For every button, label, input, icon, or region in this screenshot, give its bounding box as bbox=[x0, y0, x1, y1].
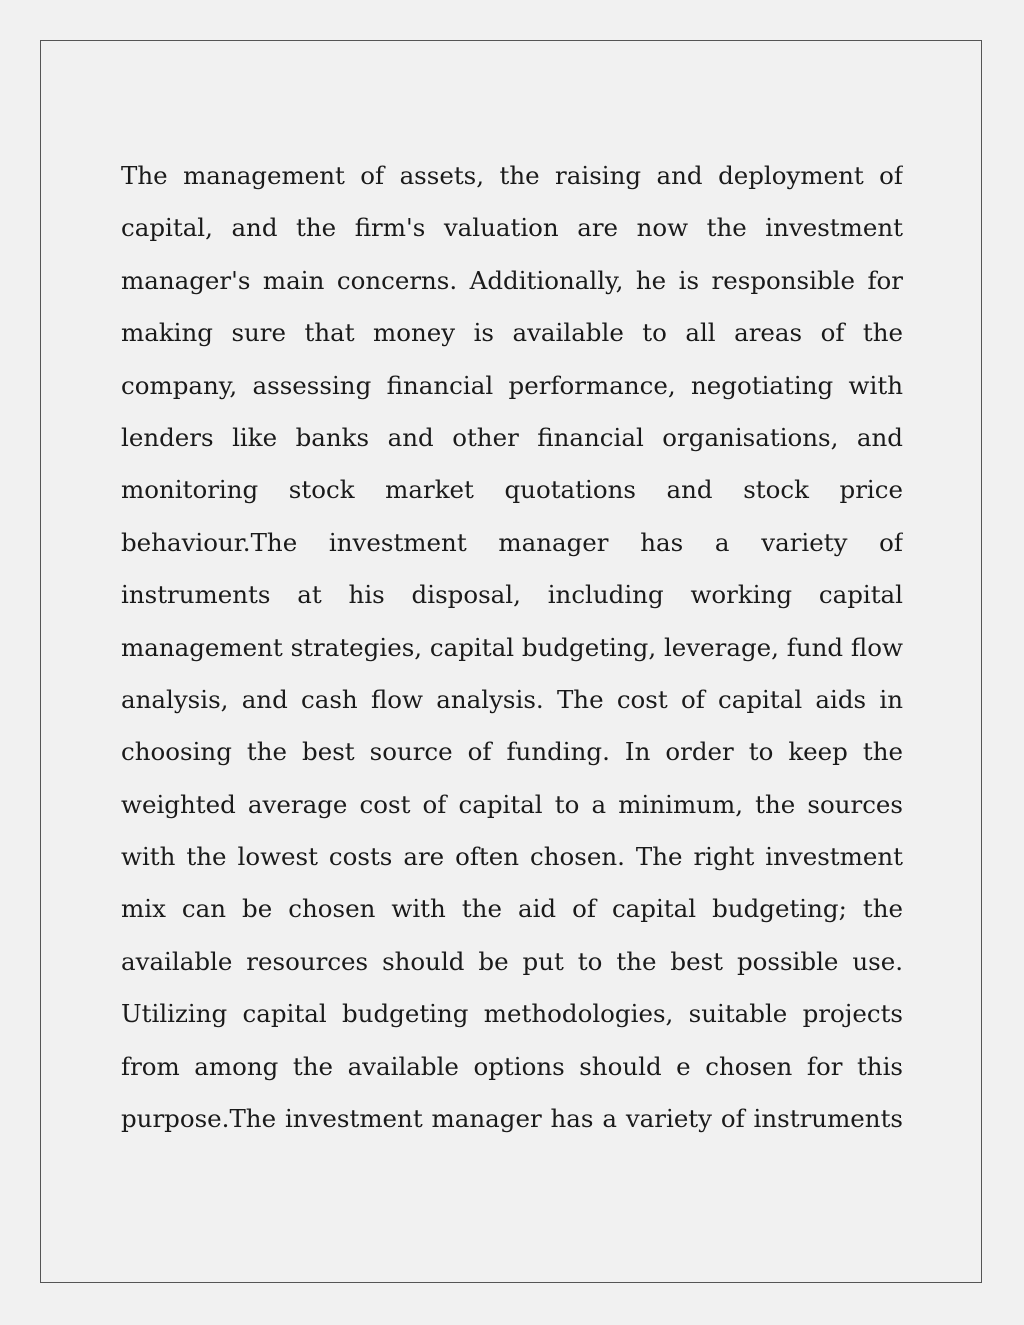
text-line: capital, and the firm's valuation are now the investment bbox=[121, 213, 903, 243]
text-line: Utilizing capital budgeting methodologies, suitable projects bbox=[121, 999, 903, 1029]
text-line: choosing the best source of funding. In order to keep the bbox=[121, 737, 903, 767]
text-line: from among the available options should e chosen for this bbox=[121, 1051, 903, 1081]
text-line: monitoring stock market quotations and stock price bbox=[121, 475, 903, 505]
text-line: available resources should be put to the best possible use. bbox=[121, 946, 903, 976]
text-line: company, assessing financial performance, negotiating with bbox=[121, 370, 903, 400]
text-line: instruments at his disposal, including working capital bbox=[121, 580, 903, 610]
text-line: with the lowest costs are often chosen. The right investment bbox=[121, 842, 903, 872]
text-line: management strategies, capital budgeting, leverage, fund flow bbox=[121, 632, 903, 662]
text-line: The management of assets, the raising and deployment of bbox=[121, 161, 903, 190]
text-line: weighted average cost of capital to a minimum, the sources bbox=[121, 789, 903, 819]
text-line: making sure that money is available to all areas of the bbox=[121, 318, 903, 348]
text-line: manager's main concerns. Additionally, he is responsible for bbox=[121, 265, 903, 295]
text-line: mix can be chosen with the aid of capital budgeting; the bbox=[121, 894, 903, 924]
text-line: analysis, and cash flow analysis. The cost of capital aids in bbox=[121, 684, 903, 714]
text-line: lenders like banks and other financial organisations, and bbox=[121, 422, 903, 452]
text-line: behaviour.The investment manager has a variety of bbox=[121, 527, 903, 557]
text-line: purpose.The investment manager has a variety of instruments bbox=[121, 1104, 903, 1134]
body-paragraph bbox=[121, 150, 903, 1145]
